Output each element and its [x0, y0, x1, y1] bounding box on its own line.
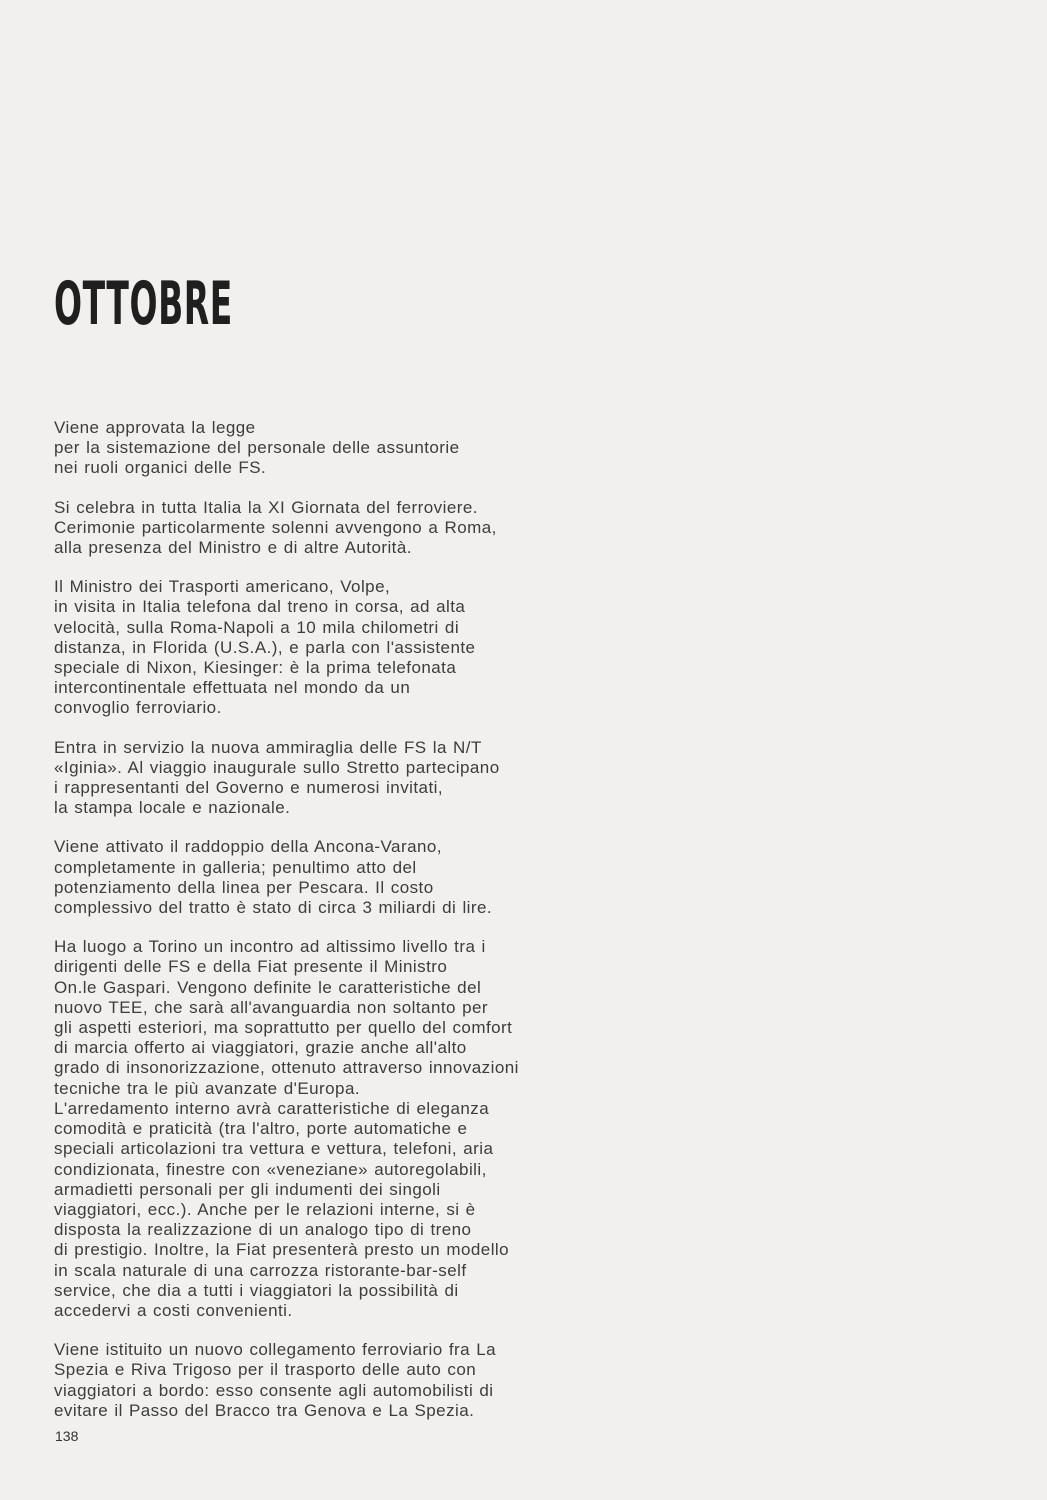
paragraph: Ha luogo a Torino un incontro ad altissimo livello tra i dirigenti delle FS e della Fiat presente il Ministro On.le Gaspari. Vengono definite le caratteristiche del nuovo TEE, che sarà all'avanguardia non soltanto per gli aspetti esteriori, ma soprattutto per quello del comfort di marcia offerto ai viaggiatori, grazie anche all'alto grado di insonorizzazione, ottenuto attraverso innovazioni tecniche tra le più avanzate d'Europa. L'arredamento interno avrà caratteristiche di eleganza comodità e praticità (tra l'altro, porte automatiche e speciali articolazioni tra vettura e vettura, telefoni, aria condizionata, finestre con «veneziane» autoregolabili, armadietti personali per gli indumenti dei singoli viaggiatori, ecc.). Anche per le relazioni interne, si è disposta la realizzazione di un analogo tipo di treno di prestigio. Inoltre, la Fiat presenterà presto un modello in scala naturale di una carrozza ristorante-bar-self service, che dia a tutti i viaggiatori la possibilità di accedervi a costi convenienti.	[54, 937, 519, 1320]
paragraph: Viene approvata la legge per la sistemazione del personale delle assuntorie nei ruoli organici delle FS.	[54, 418, 460, 478]
paragraph: Il Ministro dei Trasporti americano, Volpe, in visita in Italia telefona dal treno in corsa, ad alta velocità, sulla Roma-Napoli a 10 mila chilometri di distanza, in Florida (U.S.A.), e parla con l'assistente speciale di Nixon, Kiesinger: è la prima telefonata intercontinentale effettuata nel mondo da un convoglio ferroviario.	[54, 577, 476, 718]
page-number: 138	[55, 1428, 79, 1444]
paragraph: Viene istituito un nuovo collegamento ferroviario fra La Spezia e Riva Trigoso per il trasporto delle auto con viaggiatori a bordo: esso consente agli automobilisti di evitare il Passo del Bracco tra Genova e La Spezia.	[54, 1340, 497, 1420]
body-text	[54, 418, 594, 1440]
paragraph: Viene attivato il raddoppio della Ancona-Varano, completamente in galleria; penultimo atto del potenziamento della linea per Pescara. Il costo complessivo del tratto è stato di circa 3 miliardi di lire.	[54, 837, 493, 918]
paragraph: Entra in servizio la nuova ammiraglia delle FS la N/T «Iginia». Al viaggio inaugurale sullo Stretto partecipano i rappresentanti del Governo e numerosi invitati, la stampa locale e nazionale.	[54, 737, 500, 818]
paragraph: Si celebra in tutta Italia la XI Giornata del ferroviere. Cerimonie particolarmente solenni avvengono a Roma, alla presenza del Ministro e di altre Autorità.	[54, 497, 497, 558]
page-heading: OTTOBRE	[54, 269, 233, 339]
